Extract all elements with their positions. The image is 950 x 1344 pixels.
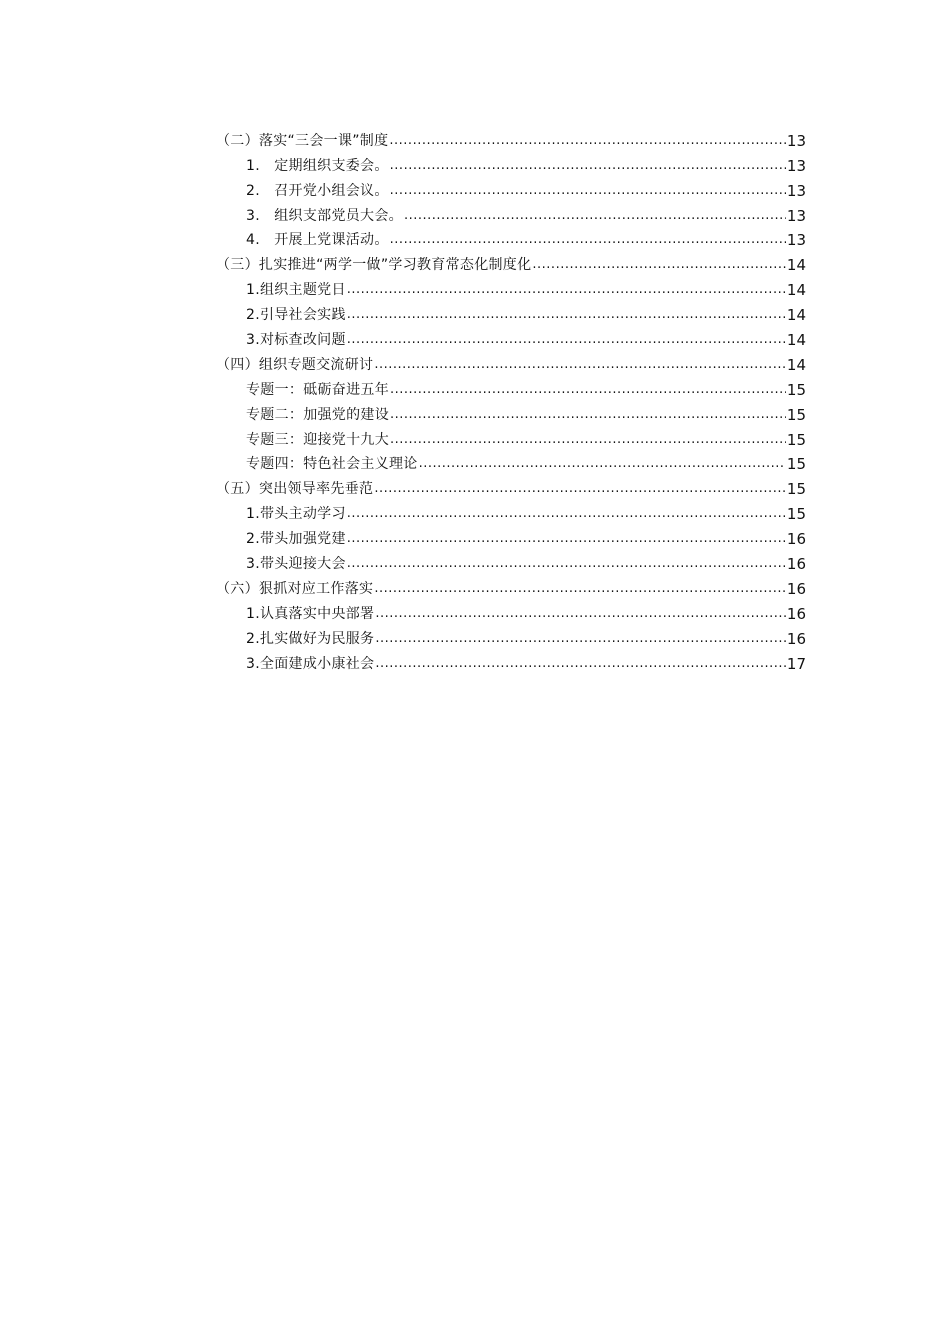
toc-page-number: 16 <box>786 604 806 623</box>
dot-leader <box>347 331 786 349</box>
dot-leader <box>532 256 786 274</box>
toc-entry-label: （二）落实“三会一课”制度 <box>216 132 389 149</box>
dot-leader <box>390 182 786 200</box>
dot-leader <box>390 431 786 449</box>
dot-leader <box>390 406 786 424</box>
dot-leader <box>390 231 786 249</box>
toc-entry-label: 2.带头加强党建 <box>246 531 346 548</box>
toc-entry[interactable] <box>216 150 806 175</box>
dot-leader <box>347 530 786 548</box>
toc-entry-label: 1.带头主动学习 <box>246 506 346 523</box>
toc-page-number: 13 <box>786 131 806 150</box>
toc-entry[interactable] <box>216 349 806 374</box>
toc-entry-label: 3.带头迎接大会 <box>246 556 346 573</box>
dot-leader <box>347 505 786 523</box>
toc-entry-label: （四）组织专题交流研讨 <box>216 356 374 373</box>
toc-entry-label: 专题四：特色社会主义理论 <box>246 456 418 473</box>
toc-entry[interactable] <box>216 449 806 474</box>
toc-entry[interactable] <box>216 299 806 324</box>
toc-page-number: 16 <box>786 555 806 574</box>
toc-page-number: 14 <box>786 256 806 275</box>
dot-leader <box>390 381 786 399</box>
toc-page-number: 13 <box>786 231 806 250</box>
toc-entry[interactable] <box>216 498 806 523</box>
toc-page-number: 14 <box>786 281 806 300</box>
toc-entry[interactable] <box>216 399 806 424</box>
toc-entry[interactable] <box>216 200 806 225</box>
toc-entry-label: 3.全面建成小康社会 <box>246 655 375 672</box>
toc-entry-label: 4. 开展上党课活动。 <box>246 232 389 249</box>
toc-page-number: 13 <box>786 206 806 225</box>
dot-leader <box>375 605 786 623</box>
dot-leader <box>404 207 786 225</box>
toc-page-number: 17 <box>786 654 806 673</box>
toc-entry-label: （五）突出领导率先垂范 <box>216 481 374 498</box>
toc-entry[interactable] <box>216 473 806 498</box>
dot-leader <box>347 281 786 299</box>
toc-entry[interactable] <box>216 623 806 648</box>
toc-entry-label: 2.引导社会实践 <box>246 307 346 324</box>
toc-entry[interactable] <box>216 523 806 548</box>
toc-page-number: 15 <box>786 455 806 474</box>
toc-entry[interactable] <box>216 324 806 349</box>
toc-entry[interactable] <box>216 648 806 673</box>
toc-page-number: 15 <box>786 430 806 449</box>
toc-entry-label: 2.扎实做好为民服务 <box>246 630 375 647</box>
toc-entry-label: 2. 召开党小组会议。 <box>246 182 389 199</box>
dot-leader <box>374 580 786 598</box>
toc-entry[interactable] <box>216 374 806 399</box>
toc-entry[interactable] <box>216 225 806 250</box>
dot-leader <box>374 356 786 374</box>
dot-leader <box>375 630 786 648</box>
toc-page-number: 15 <box>786 405 806 424</box>
toc-entry-label: 3. 组织支部党员大会。 <box>246 207 403 224</box>
toc-entry-label: 3.对标查改问题 <box>246 332 346 349</box>
dot-leader <box>390 157 786 175</box>
toc-entry-label: 1.认真落实中央部署 <box>246 605 375 622</box>
toc-entry[interactable] <box>216 548 806 573</box>
toc-entry[interactable] <box>216 598 806 623</box>
toc-page-number: 13 <box>786 181 806 200</box>
toc-entry[interactable] <box>216 175 806 200</box>
toc-entry-label: 专题一：砥砺奋进五年 <box>246 381 389 398</box>
dot-leader <box>347 555 786 573</box>
dot-leader <box>419 455 786 473</box>
dot-leader <box>374 480 786 498</box>
toc-entry[interactable] <box>216 573 806 598</box>
toc-page-number: 15 <box>786 505 806 524</box>
dot-leader <box>347 306 786 324</box>
toc-page-number: 14 <box>786 355 806 374</box>
toc-page-number: 14 <box>786 306 806 325</box>
toc-entry-label: 专题二：加强党的建设 <box>246 406 389 423</box>
toc-entry-label: 1. 定期组织支委会。 <box>246 157 389 174</box>
toc-entry-label: （三）扎实推进“两学一做”学习教育常态化制度化 <box>216 257 532 274</box>
toc-entry[interactable] <box>216 249 806 274</box>
toc-entry[interactable] <box>216 424 806 449</box>
table-of-contents <box>216 125 806 673</box>
toc-page-number: 14 <box>786 331 806 350</box>
dot-leader <box>375 655 786 673</box>
toc-page-number: 15 <box>786 480 806 499</box>
toc-page-number: 13 <box>786 156 806 175</box>
toc-entry-label: 专题三：迎接党十九大 <box>246 431 389 448</box>
toc-page-number: 16 <box>786 530 806 549</box>
toc-entry[interactable] <box>216 274 806 299</box>
toc-entry[interactable] <box>216 125 806 150</box>
toc-page-number: 16 <box>786 579 806 598</box>
toc-page-number: 16 <box>786 629 806 648</box>
dot-leader <box>389 132 786 150</box>
toc-entry-label: （六）狠抓对应工作落实 <box>216 580 374 597</box>
toc-entry-label: 1.组织主题党日 <box>246 282 346 299</box>
toc-page-number: 15 <box>786 380 806 399</box>
